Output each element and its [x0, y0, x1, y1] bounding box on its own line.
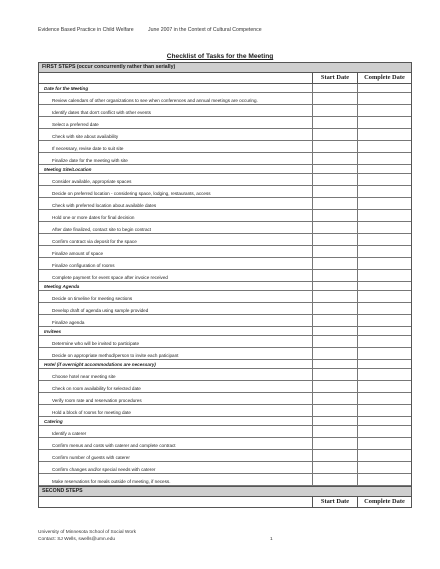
start-date-cell[interactable] [312, 186, 357, 197]
section-heading: Date for the Meeting [44, 86, 89, 91]
start-date-cell[interactable] [312, 369, 357, 380]
footer-contact: Contact: SJ Wells, swells@umn.edu [38, 537, 116, 542]
task-label: Finalize agenda [52, 320, 85, 325]
complete-date-cell [357, 165, 411, 173]
task-label: Complete payment for event space after invoice received [52, 275, 168, 280]
task-label: Decide on appropriate method/person to invite each paticipant [52, 353, 179, 358]
second-steps-column-header [39, 497, 411, 507]
task-row [39, 474, 411, 486]
section-heading-row [39, 327, 411, 336]
page-number: 1 [270, 537, 273, 542]
task-label: After date finalized, contact site to begin contract [52, 227, 152, 232]
task-row [39, 246, 411, 258]
task-row [39, 381, 411, 393]
complete-date-cell[interactable] [357, 117, 411, 128]
second-steps-band: SECOND STEPS [39, 486, 411, 497]
complete-date-cell[interactable] [357, 291, 411, 302]
complete-date-cell[interactable] [357, 450, 411, 461]
complete-date-cell[interactable] [357, 222, 411, 233]
complete-date-cell[interactable] [357, 234, 411, 245]
task-row [39, 186, 411, 198]
task-row [39, 198, 411, 210]
task-row [39, 336, 411, 348]
complete-date-header: Complete Date [357, 73, 411, 83]
complete-date-cell[interactable] [357, 393, 411, 404]
task-label: Identify dates that don't conflict with other events [52, 110, 151, 115]
header-right: June 2007 in the Context of Cultural Competence [148, 27, 262, 33]
task-label: Determine who will be invited to participate [52, 341, 140, 346]
start-date-header: Start Date [312, 73, 357, 83]
complete-date-header: Complete Date [357, 497, 411, 507]
task-row [39, 141, 411, 153]
start-date-cell [312, 165, 357, 173]
task-label: Confirm number of guests with caterer [52, 455, 130, 460]
task-row [39, 291, 411, 303]
task-label: Decide on preferred location - considering space, lodging, restaurants, access [52, 191, 211, 196]
start-date-cell[interactable] [312, 426, 357, 437]
start-date-cell[interactable] [312, 405, 357, 416]
start-date-cell[interactable] [312, 462, 357, 473]
complete-date-cell[interactable] [357, 405, 411, 416]
complete-date-cell[interactable] [357, 186, 411, 197]
start-date-cell[interactable] [312, 129, 357, 140]
task-label: If necessary, revise date to suit site [52, 146, 124, 151]
start-date-cell [312, 360, 357, 368]
task-row [39, 303, 411, 315]
task-row [39, 174, 411, 186]
section-heading-row [39, 282, 411, 291]
task-row [39, 450, 411, 462]
complete-date-cell[interactable] [357, 315, 411, 326]
footer-org: University of Minnesota School of Social Work [38, 530, 137, 535]
complete-date-cell[interactable] [357, 210, 411, 221]
task-label: Decide on timeline for meeting sections [52, 296, 133, 301]
task-row [39, 93, 411, 105]
start-date-cell[interactable] [312, 315, 357, 326]
section-heading-row [39, 360, 411, 369]
task-row [39, 222, 411, 234]
start-date-cell[interactable] [312, 270, 357, 281]
complete-date-cell[interactable] [357, 348, 411, 359]
task-row [39, 234, 411, 246]
complete-date-cell[interactable] [357, 141, 411, 152]
complete-date-cell[interactable] [357, 129, 411, 140]
start-date-cell[interactable] [312, 153, 357, 164]
task-label: Consider available, appropriate spaces [52, 179, 132, 184]
task-row [39, 348, 411, 360]
first-steps-band: FIRST STEPS (occur concurrently rather than serially) [39, 63, 411, 73]
complete-date-cell[interactable] [357, 93, 411, 104]
first-steps-column-header [39, 73, 411, 84]
complete-date-cell[interactable] [357, 474, 411, 485]
complete-date-cell[interactable] [357, 105, 411, 116]
complete-date-cell[interactable] [357, 426, 411, 437]
complete-date-cell[interactable] [357, 336, 411, 347]
complete-date-cell [357, 417, 411, 425]
task-row [39, 270, 411, 282]
start-date-cell[interactable] [312, 105, 357, 116]
task-label: Finalize date for the meeting with site [52, 158, 128, 163]
section-heading-row [39, 417, 411, 426]
start-date-cell[interactable] [312, 198, 357, 209]
complete-date-cell [357, 84, 411, 92]
start-date-cell[interactable] [312, 210, 357, 221]
start-date-cell[interactable] [312, 222, 357, 233]
start-date-cell[interactable] [312, 393, 357, 404]
task-label: Check with site about availability [52, 134, 119, 139]
task-row [39, 438, 411, 450]
task-label: Check on room availability for selected date [52, 386, 141, 391]
task-row [39, 258, 411, 270]
start-date-cell[interactable] [312, 258, 357, 269]
start-date-cell[interactable] [312, 450, 357, 461]
task-label: Verify room rate and reservation procedures [52, 398, 142, 403]
header-left: Evidence Based Practice in Child Welfare [38, 27, 134, 33]
start-date-cell[interactable] [312, 93, 357, 104]
start-date-cell[interactable] [312, 381, 357, 392]
task-label: Finalize amount of space [52, 251, 104, 256]
section-heading: Hotel (if overnight accommodations are necessary) [44, 362, 156, 367]
start-date-cell [312, 327, 357, 335]
task-label: Develop draft of agenda using sample provided [52, 308, 149, 313]
task-label: Choose hotel near meeting site [52, 374, 116, 379]
section-heading-row [39, 165, 411, 174]
complete-date-cell[interactable] [357, 438, 411, 449]
complete-date-cell[interactable] [357, 381, 411, 392]
complete-date-cell[interactable] [357, 303, 411, 314]
start-date-cell [312, 417, 357, 425]
checklist-table [38, 62, 412, 508]
complete-date-cell[interactable] [357, 198, 411, 209]
complete-date-cell[interactable] [357, 270, 411, 281]
start-date-cell[interactable] [312, 246, 357, 257]
complete-date-cell [357, 360, 411, 368]
start-date-cell [312, 84, 357, 92]
task-label: Select a preferred date [52, 122, 99, 127]
complete-date-cell[interactable] [357, 462, 411, 473]
task-row [39, 405, 411, 417]
section-heading: Meeting Agenda [44, 284, 80, 289]
start-date-cell[interactable] [312, 474, 357, 485]
complete-date-cell[interactable] [357, 246, 411, 257]
start-date-cell[interactable] [312, 141, 357, 152]
section-heading: Catering [44, 419, 63, 424]
section-heading-row [39, 84, 411, 93]
task-row [39, 426, 411, 438]
complete-date-cell[interactable] [357, 174, 411, 185]
task-label: Confirm menus and costs with caterer and complete contract [52, 443, 176, 448]
start-date-cell[interactable] [312, 291, 357, 302]
section-heading: Invitees [44, 329, 62, 334]
task-label: Hold one or more dates for final decision [52, 215, 135, 220]
task-rows [39, 84, 411, 486]
complete-date-cell [357, 327, 411, 335]
section-heading: Meeting Site/Location [44, 167, 92, 172]
complete-date-cell [357, 282, 411, 290]
task-row [39, 105, 411, 117]
task-label: Identify a caterer [52, 431, 87, 436]
task-row [39, 129, 411, 141]
complete-date-cell[interactable] [357, 258, 411, 269]
task-row [39, 210, 411, 222]
task-row [39, 393, 411, 405]
task-row [39, 462, 411, 474]
task-row [39, 153, 411, 165]
task-label: Review calendars of other organizations to see when conferences and annual meetings are occuring. [52, 98, 258, 103]
task-row [39, 315, 411, 327]
task-row [39, 369, 411, 381]
task-label: Hold a block of rooms for meeting date [52, 410, 131, 415]
start-date-header: Start Date [312, 497, 357, 507]
start-date-cell[interactable] [312, 438, 357, 449]
start-date-cell[interactable] [312, 117, 357, 128]
complete-date-cell[interactable] [357, 369, 411, 380]
start-date-cell [312, 282, 357, 290]
task-label: Check with preferred location about available dates [52, 203, 157, 208]
complete-date-cell[interactable] [357, 153, 411, 164]
start-date-cell[interactable] [312, 303, 357, 314]
start-date-cell[interactable] [312, 174, 357, 185]
start-date-cell[interactable] [312, 336, 357, 347]
task-label: Make reservations for meals outside of meeting, if necess. [52, 479, 171, 484]
task-label: Finalize configuration of rooms [52, 263, 115, 268]
task-row [39, 117, 411, 129]
page-title: Checklist of Tasks for the Meeting [166, 53, 274, 60]
start-date-cell[interactable] [312, 234, 357, 245]
start-date-cell[interactable] [312, 348, 357, 359]
task-label: Confirm changes and/or special needs with caterer [52, 467, 156, 472]
task-label: Confirm contract via deposit for the space [52, 239, 137, 244]
